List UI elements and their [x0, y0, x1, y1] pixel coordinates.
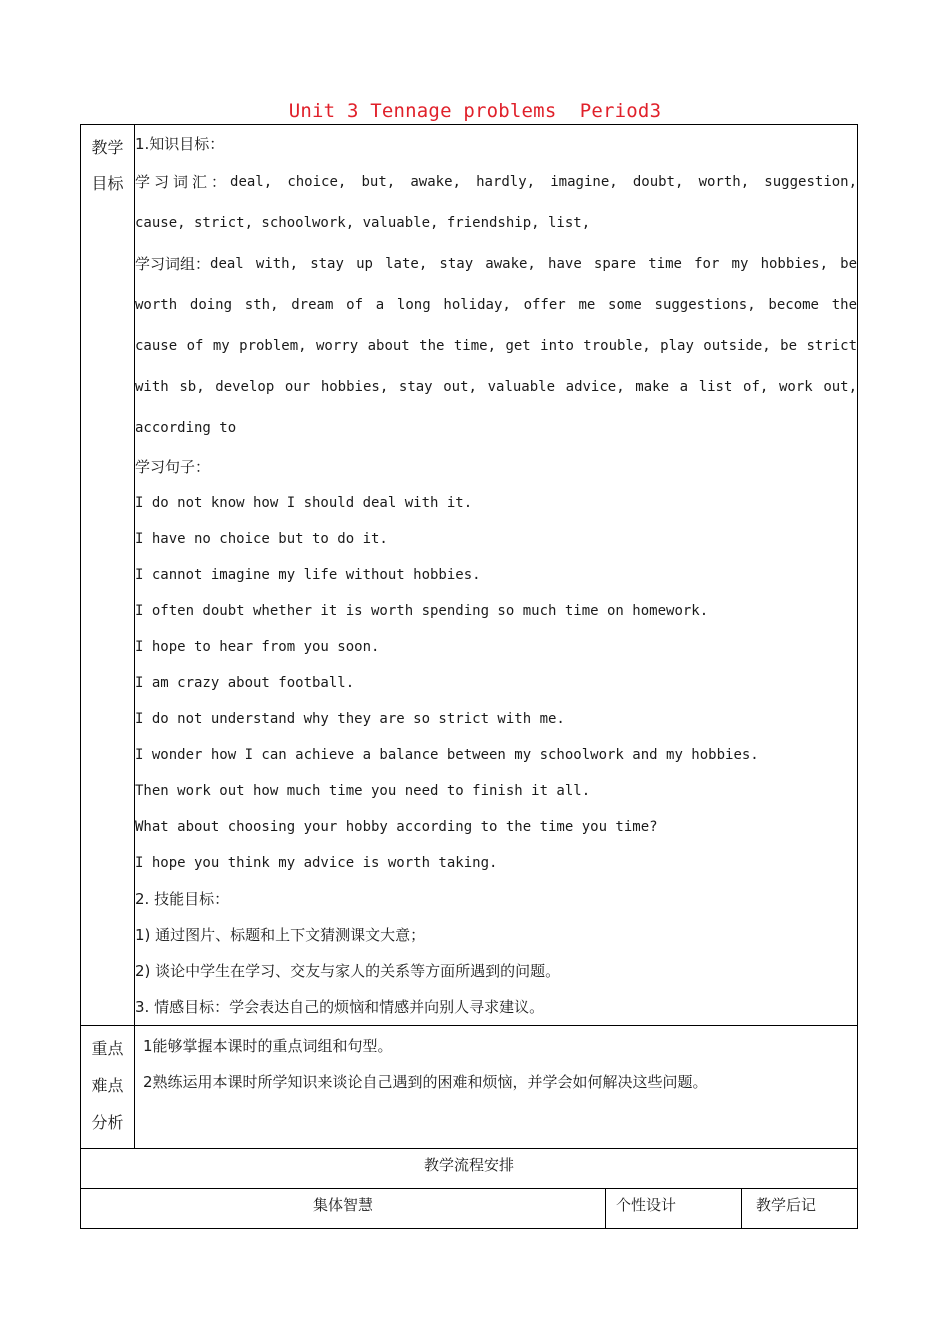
col-notes: 教学后记	[742, 1189, 858, 1229]
objectives-row	[81, 125, 858, 1026]
key-points-row	[81, 1026, 858, 1149]
page-title: Unit 3 Tennage problems Period3	[288, 100, 662, 122]
vocab-line-2: cause, strict, schoolwork, valuable, friendship, list,	[135, 215, 591, 231]
knowledge-heading: 1.知识目标：	[135, 135, 225, 153]
objectives-label-line2: 目标	[91, 174, 124, 193]
objectives-label-line1: 教学	[91, 138, 124, 157]
sentence-3: I cannot imagine my life without hobbies.	[135, 567, 481, 583]
vocab-words-1: deal, choice, but, awake, hardly, imagine, doubt, worth, suggestion,	[230, 174, 858, 190]
sentence-11: I hope you think my advice is worth taking.	[135, 855, 498, 871]
objectives-label	[81, 125, 135, 1026]
col-collective: 集体智慧	[81, 1189, 606, 1229]
vocab-line-1	[135, 162, 857, 203]
sentence-10: What about choosing your hobby according to the time you time?	[135, 819, 658, 835]
phrase-line-4: with sb, develop our hobbies, stay out, valuable advice, make a list of, work out,	[135, 379, 858, 395]
sentence-4: I often doubt whether it is worth spending so much time on homework.	[135, 603, 709, 619]
lesson-plan-table	[80, 124, 858, 1229]
sentence-8: I wonder how I can achieve a balance between my schoolwork and my hobbies.	[135, 747, 759, 763]
key-point-2: 2熟练运用本课时所学知识来谈论自己遇到的困难和烦恼，并学会如何解决这些问题。	[143, 1073, 708, 1091]
sentence-5: I hope to hear from you soon.	[135, 639, 380, 655]
process-heading: 教学流程安排	[81, 1149, 858, 1189]
skill-item-1: 1) 通过图片、标题和上下文猜测课文大意；	[135, 926, 426, 944]
key-points-content	[135, 1026, 858, 1149]
skill-item-2: 2) 谈论中学生在学习、交友与家人的关系等方面所遇到的问题。	[135, 962, 561, 980]
emotion-objective: 3. 情感目标：学会表达自己的烦恼和情感并向别人寻求建议。	[135, 998, 545, 1016]
process-columns-row	[81, 1189, 858, 1229]
vocab-label: 学习词汇：	[135, 173, 231, 191]
phrase-line-1	[135, 244, 857, 285]
col-personal: 个性设计	[606, 1189, 742, 1229]
skill-heading: 2. 技能目标：	[135, 890, 230, 908]
key-points-label-line2: 难点	[91, 1076, 124, 1095]
sentence-6: I am crazy about football.	[135, 675, 355, 691]
phrase-line-3: cause of my problem, worry about the time, get into trouble, play outside, be strict	[135, 338, 858, 354]
sentence-2: I have no choice but to do it.	[135, 531, 388, 547]
key-points-label-line3: 分析	[91, 1113, 124, 1132]
phrase-line-5: according to	[135, 420, 237, 436]
phrase-words-1: deal with, stay up late, stay awake, have spare time for my hobbies, be	[210, 256, 858, 272]
objectives-content	[135, 125, 858, 1026]
sentence-7: I do not understand why they are so strict with me.	[135, 711, 565, 727]
phrase-label: 学习词组：	[135, 255, 211, 273]
key-points-label-line1: 重点	[91, 1039, 124, 1058]
key-points-label	[81, 1026, 135, 1149]
phrase-line-2: worth doing sth, dream of a long holiday, offer me some suggestions, become the	[135, 297, 858, 313]
sentence-9: Then work out how much time you need to finish it all.	[135, 783, 591, 799]
key-point-1: 1能够掌握本课时的重点词组和句型。	[143, 1037, 393, 1055]
process-heading-row	[81, 1149, 858, 1189]
sentence-1: I do not know how I should deal with it.	[135, 495, 473, 511]
sentence-heading: 学习句子：	[135, 458, 211, 476]
